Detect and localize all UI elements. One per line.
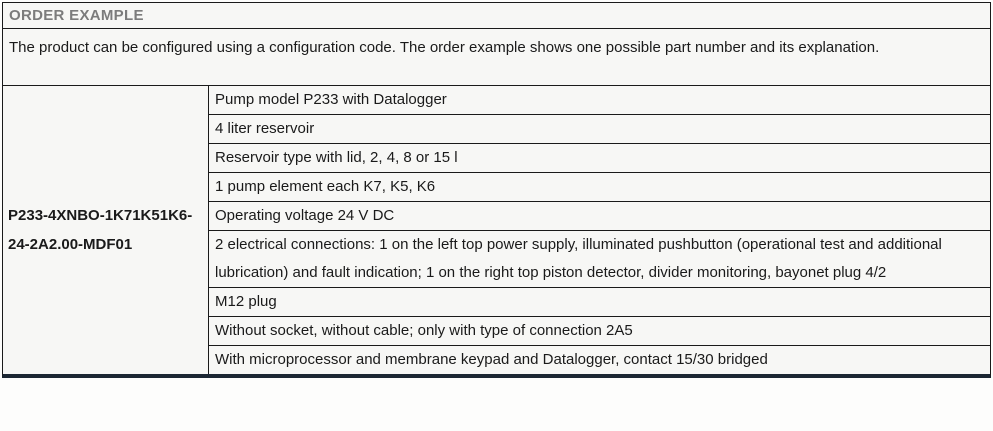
explanation-row-electrical-connections: 2 electrical connections: 1 on the left top power supply, illuminated pushbutton (operational test and additional lubrication) and fault indication; 1 on the right top piston detector, divider monitoring, bayonet plug 4/2	[209, 231, 990, 288]
explanation-column	[209, 86, 990, 374]
part-number: P233-4XNBO-1K71K51K6-24-2A2.00-MDF01	[8, 207, 193, 253]
explanation-row-plug: M12 plug	[209, 288, 990, 317]
part-number-cell	[3, 86, 209, 374]
explanation-row-operating-voltage: Operating voltage 24 V DC	[209, 202, 990, 231]
order-example-table	[2, 2, 991, 378]
explanation-row-reservoir-type: Reservoir type with lid, 2, 4, 8 or 15 l	[209, 144, 990, 173]
explanation-row-socket-cable: Without socket, without cable; only with type of connection 2A5	[209, 317, 990, 346]
explanation-row-reservoir-size: 4 liter reservoir	[209, 115, 990, 144]
section-title: ORDER EXAMPLE	[3, 3, 990, 29]
explanation-row-pump-model: Pump model P233 with Datalogger	[209, 86, 990, 115]
part-number-explanation-grid	[3, 86, 990, 374]
explanation-row-microprocessor: With microprocessor and membrane keypad and Datalogger, contact 15/30 bridged	[215, 351, 768, 368]
explanation-row-pump-elements: 1 pump element each K7, K5, K6	[209, 173, 990, 202]
intro-text: The product can be configured using a configuration code. The order example shows one possible part number and its explanation.	[3, 29, 990, 86]
